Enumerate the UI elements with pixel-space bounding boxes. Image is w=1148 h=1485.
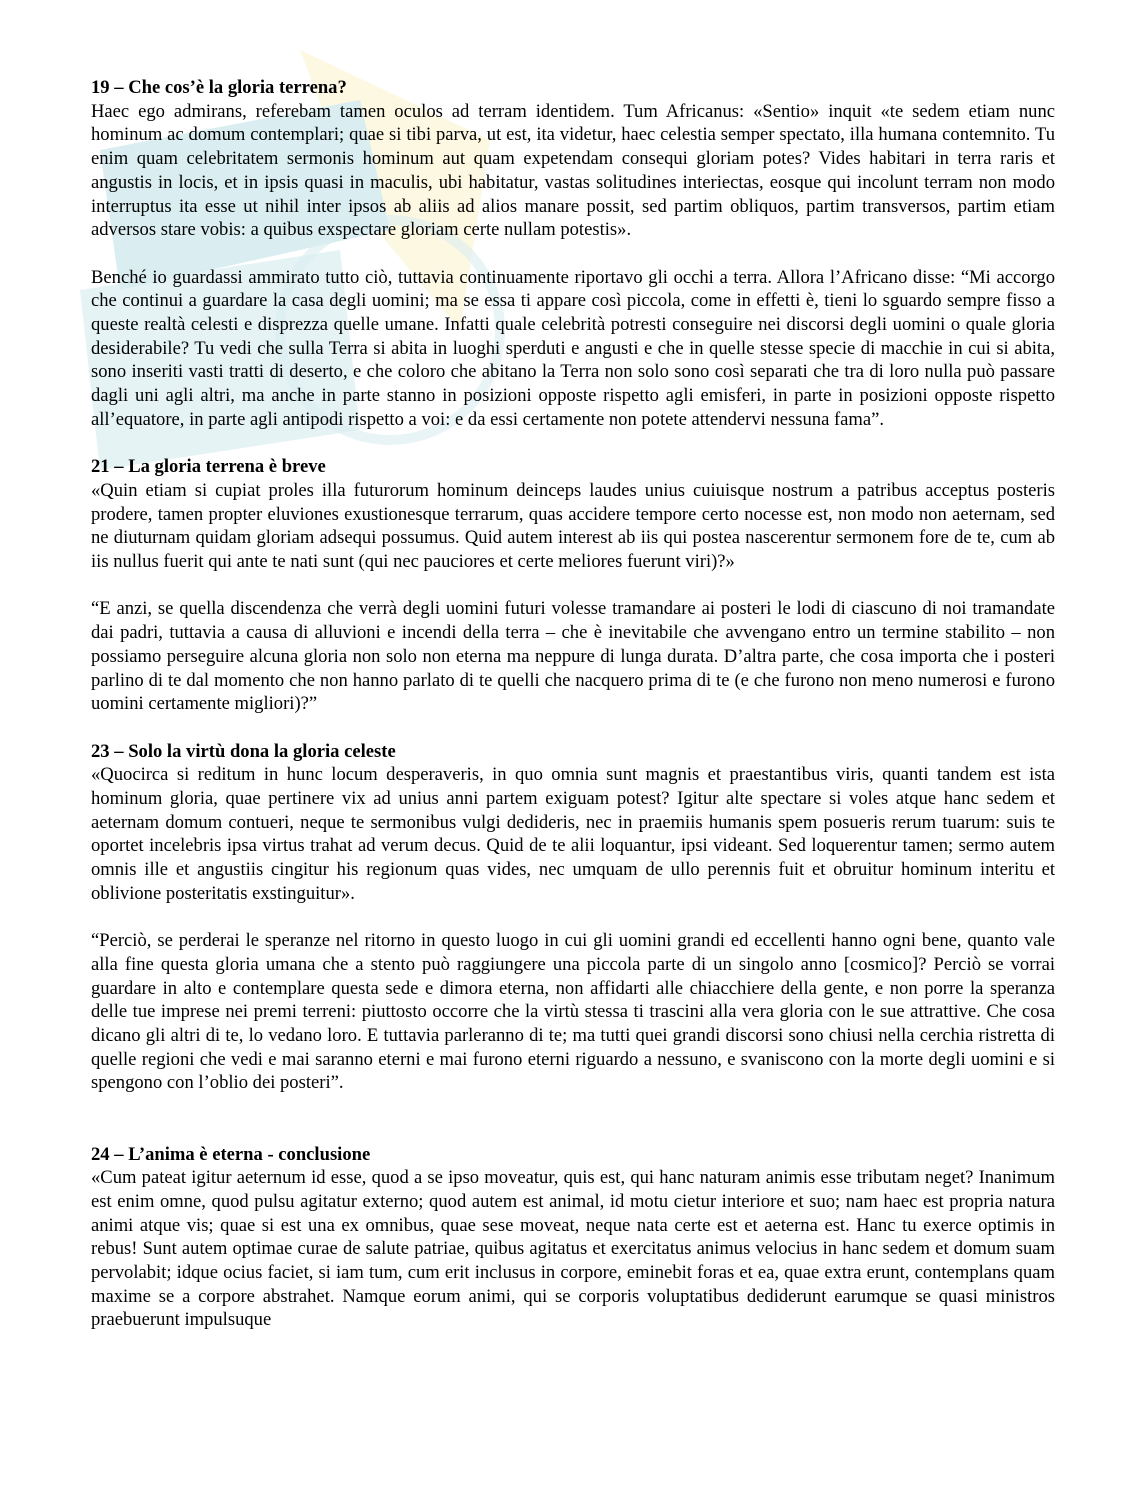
latin-paragraph: Haec ego admirans, referebam tamen oculos ad terram identidem. Tum Africanus: «Sentio» inquit «te sedem etiam nunc hominum ac domum contemplari; quae si tibi parva, ut est, ita videtur, haec celestia semper spectato, illa humana contemnito. Tu enim quam celebritatem sermonis hominum aut quam expetendam consequi gloriam potes? Vides habitari in terra raris et angustis in locis, et in ipsis quasi in maculis, ubi habitatur, vastas solitudines interiectas, eosque qui incolunt terram non modo interruptus ita esse ut nihil inter ipsos ab aliis ad alios manare possit, sed partim obliquos, partim transversos, partim etiam adversos stare vobis: a quibus exspectare gloriam certe nullam potestis». xyxy=(91,100,1055,241)
section-23 xyxy=(91,740,1055,1096)
latin-paragraph: «Cum pateat igitur aeternum id esse, quod a se ipso moveatur, quis est, qui hanc naturam animis esse tributam neget? Inanimum est enim omne, quod pulsu agitatur externo; quod autem est animal, id motu cietur interiore et suo; nam haec est propria natura animi atque vis; quae si est una ex omnibus, quae sese moveat, neque nata certe est et aeterna est. Hanc tu exerce optimis in rebus! Sunt autem optimae curae de salute patriae, quibus agitatus et exercitatus animus velocius in hanc sedem et domum suam pervolabit; idque ocius faciet, si iam tum, cum erit inclusus in corpore, eminebit foras et ea, quae extra erunt, contemplans quam maxime se a corpore abstrahet. Namque eorum animi, qui se corporis voluptatibus dediderunt earumque se quasi ministros praebuerunt impulsuque xyxy=(91,1167,1055,1331)
section-19 xyxy=(91,76,1055,432)
section-title: 21 – La gloria terrena è breve xyxy=(91,456,326,478)
italian-paragraph: “Perciò, se perderai le speranze nel ritorno in questo luogo in cui gli uomini grandi ed eccellenti hanno ogni bene, quanto vale alla fine questa gloria umana che a stento può raggiungere una piccola parte di un singolo anno [cosmico]? Perciò se vorrai guardare in alto e contemplare questa sede e dimora eterna, non affidarti alle chiacchiere della gente, e non porre la speranza delle tue imprese nei premi terreni: piuttosto occorre che la virtù stessa ti trascini alla vera gloria con le sue attrattive. Che cosa dicano gli altri di te, lo vedano loro. E tuttavia parleranno di te; ma tutti quei grandi discorsi sono chiusi nella cerchia ristretta di quelle regioni che vedi e mai saranno eterni e mai furono eterni riguardo a nessuno, e svaniscono con la morte degli uomini e si spengono con l’oblio dei posteri”. xyxy=(91,930,1055,1094)
italian-paragraph: Benché io guardassi ammirato tutto ciò, tuttavia continuamente riportavo gli occhi a terra. Allora l’Africano disse: “Mi accorgo che continui a guardare la casa degli uomini; ma se essa ti appare così piccola, come in effetti è, tieni lo sguardo sempre fisso a queste realtà celesti e disprezza quelle umane. Infatti quale celebrità potresti conseguire nei discorsi degli uomini o quale gloria desiderabile? Tu vedi che sulla Terra si abita in luoghi sperduti e angusti e che in quelle stesse specie di macchie in cui si abita, sono inseriti vasti tratti di deserto, e che coloro che abitano la Terra non solo sono così separati che tra di loro nulla può passare dagli uni agli altri, ma anche in parte stanno in posizioni opposte rispetto agli emisferi, in parte in posizioni opposte rispetto all’equatore, in parte agli antipodi rispetto a voi: e da essi certamente non potete attendervi nessuna fama”. xyxy=(91,266,1055,430)
section-24 xyxy=(91,1143,1055,1333)
section-title: 24 – L’anima è eterna - conclusione xyxy=(91,1143,371,1165)
section-title: 23 – Solo la virtù dona la gloria celeste xyxy=(91,740,396,762)
section-title: 19 – Che cos’è la gloria terrena? xyxy=(91,77,347,98)
latin-paragraph: «Quocirca si reditum in hunc locum desperaveris, in quo omnia sunt magnis et praestantibus viris, quanti tandem est ista hominum gloria, quae pertinere vix ad unius anni partem exiguam potest? Igitur alte spectare si voles atque hanc sedem et aeternam domum contueri, neque te sermonibus vulgi dedideris, nec in praemiis humanis spem posueris rerum tuarum: suis te oportet incelebris ipsa virtus trahat ad verum decus. Quid de te alii loquantur, ipsi videant. Sed loquerentur tamen; sermo autem omnis ille et angustiis cingitur his regionum quas vides, nec umquam de ullo perennis fuit et obruitur hominum interitu et oblivione posteritatis exstinguitur». xyxy=(91,764,1055,904)
section-21 xyxy=(91,455,1055,716)
latin-paragraph: «Quin etiam si cupiat proles illa futurorum hominum deinceps laudes unius cuiuisque nostrum a patribus acceptus posteris prodere, tamen propter eluviones exustionesque terrarum, quas accidere tempore certo nocesse est, non modo non aeternam, sed ne diuturnam quidam gloriam adsequi possumus. Quid autem interest ab iis qui postea nascerentur sermonem fore de te, cum ab iis nullus fuerit qui ante te nati sunt (qui nec pauciores et certe meliores fuerunt viri)?» xyxy=(91,479,1055,573)
document-page xyxy=(91,76,1055,1332)
italian-paragraph: “E anzi, se quella discendenza che verrà degli uomini futuri volesse tramandare ai posteri le lodi di ciascuno di noi tramandate dai padri, tuttavia a causa di alluvioni e incendi della terra – che è inevitabile che avvengano entro un termine stabilito – non possiamo perseguire alcuna gloria non solo non eterna ma neppure di lunga durata. D’altra parte, che cosa importa che i posteri parlino di te dal momento che non hanno parlato di te quelli che nacquero prima di te (e che furono non meno numerosi e furono uomini certamente migliori)?” xyxy=(91,598,1055,715)
